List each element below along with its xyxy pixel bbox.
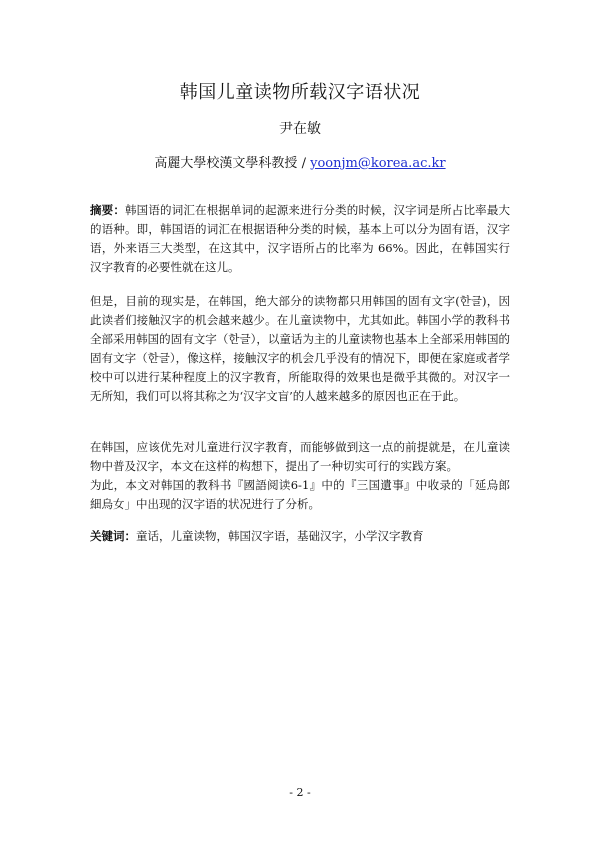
affiliation-separator: / — [297, 156, 311, 171]
body-paragraph-3 — [90, 438, 510, 514]
paper-title: 韩国儿童读物所载汉字语状况 — [179, 82, 421, 103]
author-name: 尹在敏 — [279, 121, 321, 137]
paragraph3-line1: 在韩国，应该优先对儿童进行汉字教育，而能够做到这一点的前提就是，在儿童读物中普及汉字，本文在这样的构想下，提出了一种切实可行的实践方案。 — [90, 440, 510, 473]
abstract-label: 摘要： — [90, 203, 126, 217]
keywords-paragraph — [90, 527, 510, 546]
paragraph3-line2: 为此，本文对韩国的教科书『國語阅读6-1』中的『三国遺事』中收录的「延烏郎細烏女」中出现的汉字语的状况进行了分析。 — [90, 478, 510, 511]
keywords-text: 童话，儿童读物，韩国汉字语，基础汉字，小学汉字教育 — [136, 529, 424, 543]
page-number: - 2 - — [289, 786, 311, 799]
author-affiliation-line — [0, 152, 600, 171]
keywords-label: 关键词： — [90, 529, 136, 543]
abstract-paragraph — [90, 201, 510, 277]
body-paragraph-2: 但是，目前的现实是，在韩国，绝大部分的读物都只用韩国的固有文字(한글)，因此读者们接触汉字的机会越来越少。在儿童读物中，尤其如此。韩国小学的教科书全部采用韩国的固有文字（한글），以童话为主的儿童读物也基本上全部采用韩国的固有文字（한글），像这样，接触汉字的机会几乎没有的情况下，即便在家庭或者学校中可以进行某种程度上的汉字教育，所能取得的效果也是微乎其微的。对汉字一无所知，我们可以将其称之为‘汉字文盲’的人越来越多的原因也正在于此。 — [90, 294, 510, 403]
abstract-text: 韩国语的词汇在根据单词的起源来进行分类的时候，汉字词是所占比率最大的语种。即，韩国语的词汇在根据语种分类的时候，基本上可以分为固有语，汉字语，外来语三大类型，在这其中，汉字语所占的比率为 66%。因此，在韩国实行汉字教育的必要性就在这儿。 — [90, 203, 510, 274]
affiliation: 高麗大學校漢文學科教授 — [154, 156, 298, 171]
email-link[interactable]: yoonjm@korea.ac.kr — [310, 156, 446, 171]
